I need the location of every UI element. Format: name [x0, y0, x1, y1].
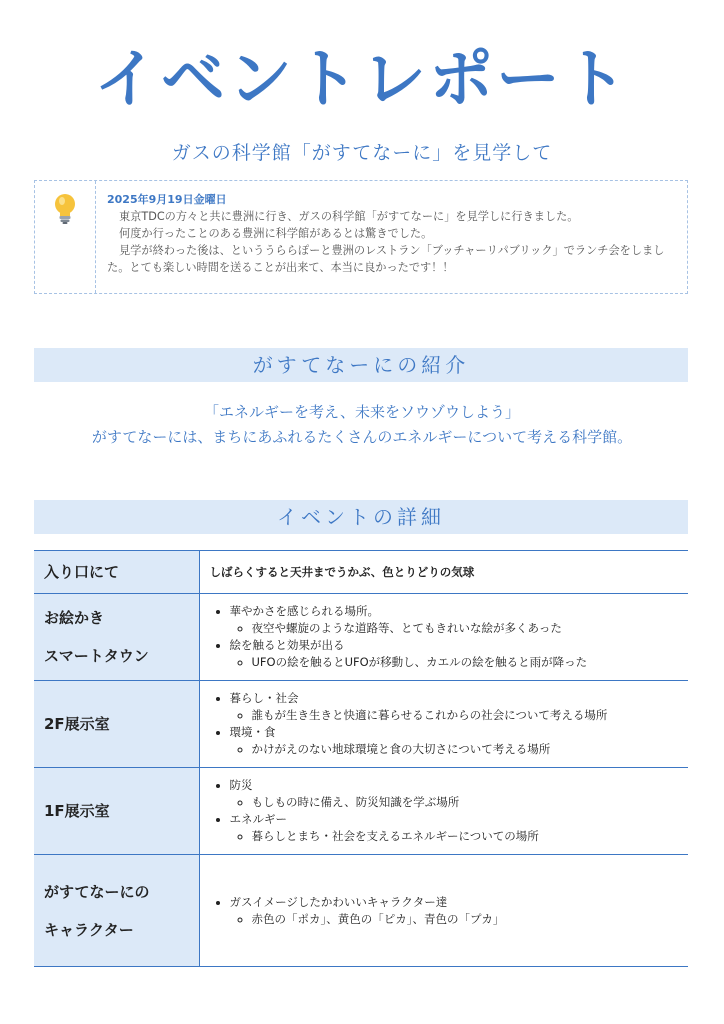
page-title: イベントレポート	[94, 43, 630, 117]
bullet-list	[210, 894, 679, 928]
row-label	[34, 551, 199, 594]
note-paragraph: 見学が終わった後は、といううららぽーと豊洲のレストラン「ブッチャーリパブリック」でランチ会をしました。とても楽しい時間を送ることが出来て、本当に良かったです！！	[107, 244, 665, 274]
row-label	[34, 855, 199, 967]
details-table	[34, 550, 688, 967]
list-item	[230, 637, 679, 671]
sub-list-item: ◦ かけがえのない地球環境と食の大切さについて考える場所	[252, 741, 679, 758]
intro-heading: がすてなーにの紹介	[34, 348, 688, 382]
list-item	[230, 777, 679, 811]
list-item	[230, 724, 679, 758]
row-label	[34, 594, 199, 681]
sub-list-item: ◦ 夜空や螺旋のような道路等、とてもきれいな絵が多くあった	[252, 620, 679, 637]
note-icon-column	[35, 181, 96, 293]
intro-description: がすてなーには、まちにあふれるたくさんのエネルギーについて考える科学館。	[91, 428, 633, 446]
event-note-box	[34, 180, 688, 294]
bullet-list	[210, 777, 679, 845]
sub-list-item: ◦ 暮らしとまち・社会を支えるエネルギーについての場所	[252, 828, 679, 845]
list-item-text: 環境・食	[229, 725, 276, 739]
row-content	[199, 551, 688, 594]
list-item	[230, 811, 679, 845]
bullet-list	[210, 603, 679, 671]
row-label-line: スマートタウン	[44, 647, 149, 665]
list-item-text: 絵を触ると効果が出る	[229, 638, 345, 652]
row-label-line: 1F展示室	[44, 802, 110, 820]
note-paragraph: 東京TDCの方々と共に豊洲に行き、ガスの科学館「がすてなーに」を見学しに行きました。	[119, 210, 579, 223]
row-content	[199, 768, 688, 855]
row-label-line: キャラクター	[44, 920, 134, 939]
list-item-text: 華やかさを感じられる場所。	[229, 604, 379, 618]
table-row	[34, 681, 688, 768]
sub-list-item: ◦ 赤色の「ポカ」、黄色の「ピカ」、青色の「プカ」	[252, 911, 679, 928]
intro-text	[0, 400, 724, 450]
note-paragraph: 何度か行ったことのある豊洲に科学館があるとは驚きでした。	[119, 227, 433, 240]
row-label	[34, 681, 199, 768]
row-content	[199, 681, 688, 768]
event-date: 2025年9月19日金曜日	[107, 193, 227, 206]
row-simple-text: しばらくすると天井までうかぶ、色とりどりの気球	[209, 564, 475, 579]
intro-slogan: 「エネルギーを考え、未来をソウゾウしよう」	[204, 403, 520, 421]
sub-list-item: ◦ UFOの絵を触るとUFOが移動し、カエルの絵を触ると雨が降った	[252, 654, 679, 671]
details-heading: イベントの詳細	[34, 500, 688, 534]
row-content	[199, 855, 688, 967]
table-row	[34, 855, 688, 967]
row-label-line: がすてなーにの	[44, 882, 150, 901]
table-row	[34, 768, 688, 855]
sub-list-item: ◦ 誰もが生き生きと快適に暮らせるこれからの社会について考える場所	[252, 707, 679, 724]
page-subtitle: ガスの科学館「がすてなーに」を見学して	[171, 142, 553, 164]
row-label-line: 入り口にて	[44, 563, 120, 581]
list-item	[230, 690, 679, 724]
note-body	[107, 191, 681, 276]
row-label-line: お絵かき	[44, 609, 105, 627]
list-item-text: 防災	[229, 778, 253, 792]
list-item-text: 暮らし・社会	[229, 691, 299, 705]
sub-list-item: ◦ もしもの時に備え、防災知識を学ぶ場所	[252, 794, 679, 811]
list-item-text: ガスイメージしたかわいいキャラクター達	[229, 894, 448, 909]
row-label-line: 2F展示室	[44, 715, 110, 733]
bullet-list	[210, 690, 679, 758]
list-item	[230, 603, 679, 637]
table-row	[34, 594, 688, 681]
row-label	[34, 768, 199, 855]
list-item	[230, 894, 679, 928]
table-row	[34, 551, 688, 594]
row-content	[199, 594, 688, 681]
lightbulb-icon	[52, 193, 78, 225]
list-item-text: エネルギー	[229, 812, 287, 826]
